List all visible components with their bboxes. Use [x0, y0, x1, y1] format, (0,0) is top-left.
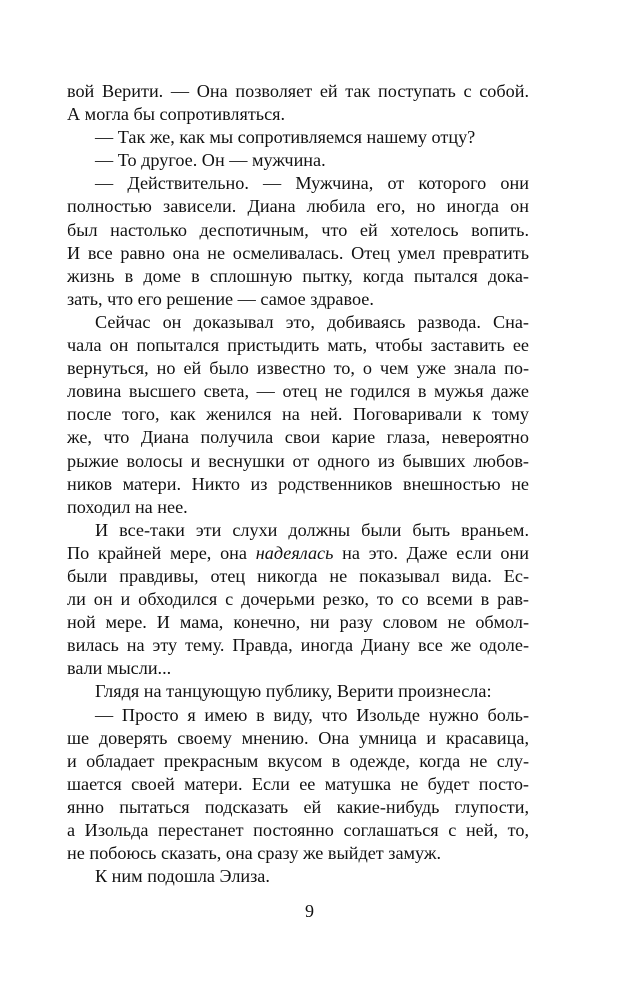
text-line: полностью зависели. Диана любила его, но иногда он	[67, 196, 529, 217]
text-line: ли он и обходился с дочерьми резко, то со всеми в рав-	[67, 589, 529, 610]
text-fragment: на это. Даже если они	[333, 542, 529, 563]
text-line: — То другое. Он — мужчина.	[95, 150, 326, 171]
page-number: 9	[305, 901, 314, 921]
text-line: — Так же, как мы сопротивляемся нашему отцу?	[95, 127, 476, 148]
text-line: походил на нее.	[67, 496, 188, 517]
text-line: не побоюсь сказать, она сразу же выйдет замуж.	[67, 843, 442, 864]
text-line: ловина высшего света, — отец не годился в мужья даже	[67, 381, 529, 402]
text-line: рыжие волосы и веснушки от одного из бывших любов-	[67, 450, 529, 471]
text-line: был настолько деспотичным, что ей хотелось вопить.	[67, 219, 529, 240]
text-line: ной мере. И мама, конечно, ни разу словом не обмол-	[67, 612, 529, 633]
text-line: — Просто я имею в виду, что Изольде нужно боль-	[95, 704, 529, 725]
text-line: вернуться, но ей было известно то, о чем уже знала по-	[67, 358, 529, 379]
text-line: — Действительно. — Мужчина, от которого они	[95, 173, 529, 194]
text-line: а Изольда перестанет постоянно соглашаться с ней, то,	[67, 820, 529, 840]
text-line: вилась на эту тему. Правда, иногда Диану все же одоле-	[67, 635, 529, 656]
text-line: ников матери. Никто из родственников внешностью не	[67, 473, 529, 494]
text-line: вали мысли...	[67, 658, 172, 679]
text-line: вой Верити. — Она позволяет ей так поступать с собой.	[67, 81, 529, 101]
text-line: Глядя на танцующую публику, Верити произнесла:	[95, 681, 492, 702]
text-line: жизнь в доме в сплошную пытку, когда пытался дока-	[67, 265, 529, 286]
text-line: после того, как женился на ней. Поговаривали к тому	[67, 404, 529, 425]
text-line: чала он попытался пристыдить мать, чтобы заставить ее	[67, 335, 529, 356]
text-fragment: По крайней мере, она	[67, 542, 256, 563]
text-line: И все равно она не осмеливалась. Отец умел превратить	[67, 242, 529, 263]
emphasized-word: надеялась	[255, 542, 334, 563]
book-page-text	[67, 80, 529, 888]
text-line: зать, что его решение — самое здравое.	[67, 288, 374, 309]
text-line: были правдивы, отец никогда не показывал вида. Ес-	[67, 565, 529, 586]
text-line: И все-таки эти слухи должны были быть враньем.	[95, 519, 529, 540]
text-line: и обладает прекрасным вкусом в одежде, когда не слу-	[67, 750, 529, 771]
text-line: ше доверять своему мнению. Она умница и красавица,	[67, 727, 529, 748]
text-line: К ним подошла Элиза.	[95, 866, 270, 887]
text-line: же, что Диана получила свои карие глаза, невероятно	[67, 427, 529, 448]
text-line: Сейчас он доказывал это, добиваясь развода. Сна-	[95, 311, 529, 332]
text-line-with-emphasis	[67, 542, 529, 565]
text-line: шается своей матери. Если ее матушка не будет посто-	[67, 773, 529, 794]
text-line: А могла бы сопротивляться.	[67, 104, 286, 125]
text-line: янно пытаться подсказать ей какие-нибудь глупости,	[67, 796, 529, 817]
